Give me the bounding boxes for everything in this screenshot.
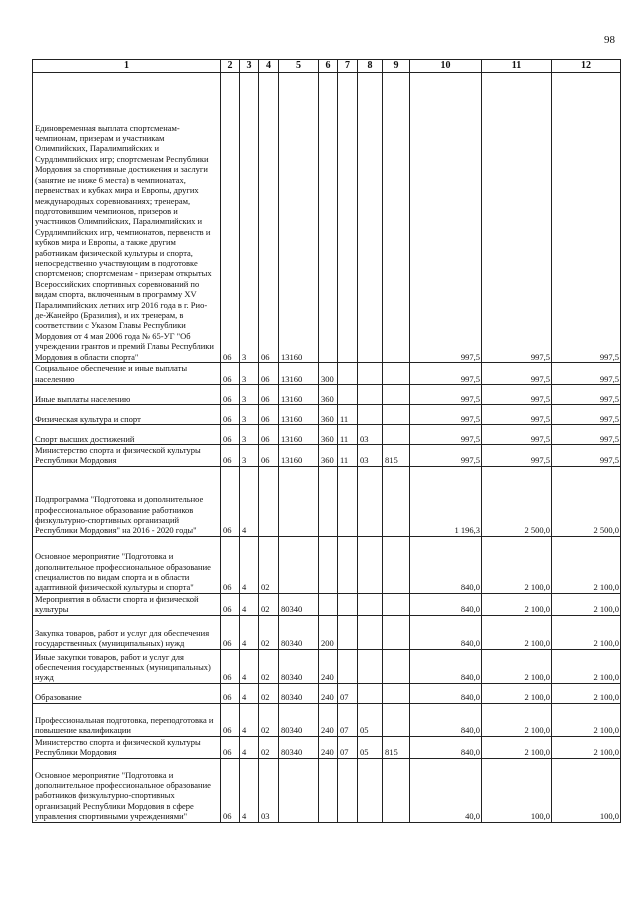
- row-description: Министерство спорта и физической культуры Республики Мордовия: [33, 736, 221, 758]
- code-cell: [338, 615, 358, 649]
- code-cell: [279, 466, 319, 536]
- amount-cell: 2 100,0: [482, 615, 552, 649]
- code-cell: [383, 649, 410, 683]
- row-description: Образование: [33, 683, 221, 703]
- amount-cell: 997,5: [552, 363, 621, 385]
- amount-cell: 997,5: [410, 363, 482, 385]
- code-cell: 06: [259, 445, 279, 467]
- amount-cell: 997,5: [482, 363, 552, 385]
- amount-cell: 40,0: [410, 758, 482, 822]
- code-cell: [383, 615, 410, 649]
- code-cell: 360: [319, 405, 338, 425]
- code-cell: 13160: [279, 405, 319, 425]
- amount-cell: 2 100,0: [482, 593, 552, 615]
- code-cell: 3: [240, 445, 259, 467]
- code-cell: 4: [240, 536, 259, 593]
- code-cell: 06: [221, 736, 240, 758]
- code-cell: 07: [338, 683, 358, 703]
- amount-cell: 997,5: [482, 445, 552, 467]
- code-cell: 360: [319, 445, 338, 467]
- code-cell: 4: [240, 615, 259, 649]
- column-header: 1: [33, 60, 221, 73]
- code-cell: 3: [240, 385, 259, 405]
- budget-table: [32, 59, 621, 823]
- table-row: [33, 615, 621, 649]
- code-cell: [338, 385, 358, 405]
- code-cell: [358, 405, 383, 425]
- amount-cell: 997,5: [552, 73, 621, 363]
- amount-cell: 997,5: [410, 425, 482, 445]
- amount-cell: 1 196,3: [410, 466, 482, 536]
- code-cell: 06: [221, 615, 240, 649]
- code-cell: 06: [221, 445, 240, 467]
- code-cell: [279, 758, 319, 822]
- code-cell: [383, 758, 410, 822]
- header-row: [33, 60, 621, 73]
- table-row: [33, 466, 621, 536]
- amount-cell: 997,5: [482, 73, 552, 363]
- table-row: [33, 73, 621, 363]
- amount-cell: 997,5: [552, 405, 621, 425]
- code-cell: 3: [240, 425, 259, 445]
- amount-cell: 2 100,0: [482, 649, 552, 683]
- row-description: Мероприятия в области спорта и физической культуры: [33, 593, 221, 615]
- amount-cell: 2 100,0: [552, 736, 621, 758]
- table-row: [33, 536, 621, 593]
- code-cell: 07: [338, 736, 358, 758]
- table-row: [33, 703, 621, 736]
- code-cell: 06: [221, 466, 240, 536]
- code-cell: 13160: [279, 363, 319, 385]
- code-cell: [383, 405, 410, 425]
- amount-cell: 2 100,0: [482, 703, 552, 736]
- code-cell: [383, 683, 410, 703]
- code-cell: 240: [319, 703, 338, 736]
- code-cell: 07: [338, 703, 358, 736]
- code-cell: [383, 363, 410, 385]
- code-cell: 240: [319, 683, 338, 703]
- code-cell: [319, 758, 338, 822]
- code-cell: 4: [240, 683, 259, 703]
- code-cell: [358, 615, 383, 649]
- code-cell: 06: [221, 683, 240, 703]
- code-cell: 240: [319, 736, 338, 758]
- code-cell: [358, 683, 383, 703]
- code-cell: 13160: [279, 445, 319, 467]
- table-row: [33, 385, 621, 405]
- code-cell: [358, 466, 383, 536]
- amount-cell: 997,5: [552, 385, 621, 405]
- code-cell: 13160: [279, 425, 319, 445]
- amount-cell: 997,5: [410, 385, 482, 405]
- code-cell: [383, 536, 410, 593]
- amount-cell: 840,0: [410, 536, 482, 593]
- column-header: 4: [259, 60, 279, 73]
- code-cell: [383, 73, 410, 363]
- code-cell: 80340: [279, 736, 319, 758]
- amount-cell: 997,5: [410, 405, 482, 425]
- code-cell: [319, 466, 338, 536]
- code-cell: 3: [240, 363, 259, 385]
- code-cell: [338, 363, 358, 385]
- amount-cell: 2 100,0: [482, 736, 552, 758]
- amount-cell: 997,5: [552, 425, 621, 445]
- amount-cell: 2 100,0: [482, 683, 552, 703]
- row-description: Основное мероприятие "Подготовка и дополнительное профессиональное образование специалистов по видам спорта и в области адаптивной физической культуры и спорта": [33, 536, 221, 593]
- code-cell: 4: [240, 649, 259, 683]
- row-description: Физическая культура и спорт: [33, 405, 221, 425]
- amount-cell: 2 100,0: [552, 615, 621, 649]
- row-description: Социальное обеспечение и иные выплаты населению: [33, 363, 221, 385]
- column-header: 5: [279, 60, 319, 73]
- row-description: Профессиональная подготовка, переподготовка и повышение квалификации: [33, 703, 221, 736]
- code-cell: 80340: [279, 703, 319, 736]
- table-body: [33, 73, 621, 823]
- row-description: Иные закупки товаров, работ и услуг для обеспечения государственных (муниципальных) нужд: [33, 649, 221, 683]
- code-cell: 3: [240, 73, 259, 363]
- amount-cell: 2 100,0: [552, 703, 621, 736]
- code-cell: 4: [240, 593, 259, 615]
- code-cell: 02: [259, 649, 279, 683]
- row-description: Единовременная выплата спортсменам-чемпионам, призерам и участникам Олимпийских, Паралимпийских и Сурдлимпийских игр; спортсменам Республики Мордовия за спортивные достижения и заслуги (занятие не ниже 6 места) в чемпионатах, первенствах и кубках мира и Европы, других международных соревнованиях; тренерам, подготовившим чемпионов, призеров и участников Олимпийских, Паралимпийских и Сурдлимпийских игр, чемпионатов, первенств и кубков мира и Европы, а также другим работникам физической культуры и спорта, непосредственно участвующим в подготовке спортсменов; спортсменам - призерам открытых Всероссийских спортивных соревнований по видам спорта, включенным в программу XV Паралимпийских летних игр 2016 года в г. Рио-де-Жанейро (Бразилия), и их тренерам, в соответствии с Указом Главы Республики Мордовия от 4 мая 2006 года № 65-УГ "Об учреждении грантов и премий Главы Республики Мордовия в области спорта": [33, 73, 221, 363]
- code-cell: 4: [240, 736, 259, 758]
- table-row: [33, 649, 621, 683]
- code-cell: 06: [221, 536, 240, 593]
- code-cell: [319, 73, 338, 363]
- code-cell: 06: [259, 385, 279, 405]
- amount-cell: 100,0: [552, 758, 621, 822]
- amount-cell: 2 500,0: [482, 466, 552, 536]
- code-cell: [338, 758, 358, 822]
- code-cell: [383, 385, 410, 405]
- code-cell: 300: [319, 363, 338, 385]
- table-row: [33, 736, 621, 758]
- code-cell: [383, 425, 410, 445]
- amount-cell: 840,0: [410, 683, 482, 703]
- code-cell: 200: [319, 615, 338, 649]
- code-cell: 02: [259, 736, 279, 758]
- code-cell: 815: [383, 445, 410, 467]
- code-cell: 80340: [279, 593, 319, 615]
- amount-cell: 997,5: [482, 425, 552, 445]
- code-cell: 360: [319, 425, 338, 445]
- code-cell: 4: [240, 703, 259, 736]
- table-row: [33, 405, 621, 425]
- amount-cell: 2 100,0: [552, 683, 621, 703]
- code-cell: 06: [259, 73, 279, 363]
- code-cell: [358, 758, 383, 822]
- code-cell: [259, 466, 279, 536]
- code-cell: [338, 536, 358, 593]
- code-cell: 05: [358, 736, 383, 758]
- row-description: Министерство спорта и физической культуры Республики Мордовия: [33, 445, 221, 467]
- column-header: 2: [221, 60, 240, 73]
- table-row: [33, 425, 621, 445]
- code-cell: [338, 593, 358, 615]
- amount-cell: 2 100,0: [552, 649, 621, 683]
- code-cell: 05: [358, 703, 383, 736]
- code-cell: 4: [240, 466, 259, 536]
- row-description: Закупка товаров, работ и услуг для обеспечения государственных (муниципальных) нужд: [33, 615, 221, 649]
- table-row: [33, 445, 621, 467]
- amount-cell: 997,5: [552, 445, 621, 467]
- code-cell: 02: [259, 536, 279, 593]
- code-cell: 02: [259, 683, 279, 703]
- code-cell: 06: [259, 425, 279, 445]
- code-cell: 03: [358, 445, 383, 467]
- code-cell: [383, 593, 410, 615]
- code-cell: [383, 466, 410, 536]
- code-cell: 06: [221, 593, 240, 615]
- amount-cell: 2 100,0: [482, 536, 552, 593]
- amount-cell: 997,5: [482, 385, 552, 405]
- code-cell: 03: [358, 425, 383, 445]
- row-description: Спорт высших достижений: [33, 425, 221, 445]
- code-cell: [358, 649, 383, 683]
- code-cell: 11: [338, 425, 358, 445]
- amount-cell: 840,0: [410, 615, 482, 649]
- code-cell: 02: [259, 593, 279, 615]
- code-cell: 06: [259, 405, 279, 425]
- code-cell: [319, 536, 338, 593]
- code-cell: 06: [221, 405, 240, 425]
- code-cell: [338, 649, 358, 683]
- row-description: Иные выплаты населению: [33, 385, 221, 405]
- code-cell: [358, 73, 383, 363]
- row-description: Подпрограмма "Подготовка и дополнительное профессиональное образование работников физкультурно-спортивных организаций Республики Мордовия" на 2016 - 2020 годы": [33, 466, 221, 536]
- code-cell: 06: [221, 363, 240, 385]
- code-cell: 06: [221, 385, 240, 405]
- code-cell: 06: [259, 363, 279, 385]
- amount-cell: 2 100,0: [552, 593, 621, 615]
- code-cell: 80340: [279, 615, 319, 649]
- column-header: 11: [482, 60, 552, 73]
- column-header: 7: [338, 60, 358, 73]
- code-cell: [358, 363, 383, 385]
- code-cell: 3: [240, 405, 259, 425]
- column-header: 6: [319, 60, 338, 73]
- code-cell: 06: [221, 758, 240, 822]
- code-cell: [319, 593, 338, 615]
- amount-cell: 840,0: [410, 649, 482, 683]
- code-cell: 03: [259, 758, 279, 822]
- amount-cell: 997,5: [410, 445, 482, 467]
- column-header: 3: [240, 60, 259, 73]
- code-cell: 06: [221, 649, 240, 683]
- code-cell: 06: [221, 425, 240, 445]
- table-row: [33, 683, 621, 703]
- code-cell: 11: [338, 445, 358, 467]
- code-cell: 02: [259, 703, 279, 736]
- code-cell: 360: [319, 385, 338, 405]
- column-header: 10: [410, 60, 482, 73]
- code-cell: 13160: [279, 73, 319, 363]
- code-cell: 240: [319, 649, 338, 683]
- table-row: [33, 758, 621, 822]
- amount-cell: 840,0: [410, 703, 482, 736]
- amount-cell: 2 100,0: [552, 536, 621, 593]
- code-cell: [383, 703, 410, 736]
- code-cell: [279, 536, 319, 593]
- code-cell: 06: [221, 73, 240, 363]
- column-header: 12: [552, 60, 621, 73]
- column-header: 8: [358, 60, 383, 73]
- code-cell: [358, 536, 383, 593]
- amount-cell: 840,0: [410, 736, 482, 758]
- row-description: Основное мероприятие "Подготовка и дополнительное профессиональное образование работников физкультурно-спортивных организаций Республики Мордовия в сфере управления спортивными учреждениями": [33, 758, 221, 822]
- code-cell: 80340: [279, 649, 319, 683]
- code-cell: 11: [338, 405, 358, 425]
- amount-cell: 840,0: [410, 593, 482, 615]
- code-cell: 06: [221, 703, 240, 736]
- code-cell: [338, 73, 358, 363]
- code-cell: 02: [259, 615, 279, 649]
- code-cell: [338, 466, 358, 536]
- amount-cell: 2 500,0: [552, 466, 621, 536]
- code-cell: [358, 593, 383, 615]
- amount-cell: 100,0: [482, 758, 552, 822]
- code-cell: 80340: [279, 683, 319, 703]
- column-header: 9: [383, 60, 410, 73]
- table-row: [33, 363, 621, 385]
- table-row: [33, 593, 621, 615]
- code-cell: 815: [383, 736, 410, 758]
- code-cell: 13160: [279, 385, 319, 405]
- amount-cell: 997,5: [410, 73, 482, 363]
- amount-cell: 997,5: [482, 405, 552, 425]
- page-number: 98: [604, 34, 615, 46]
- code-cell: [358, 385, 383, 405]
- code-cell: 4: [240, 758, 259, 822]
